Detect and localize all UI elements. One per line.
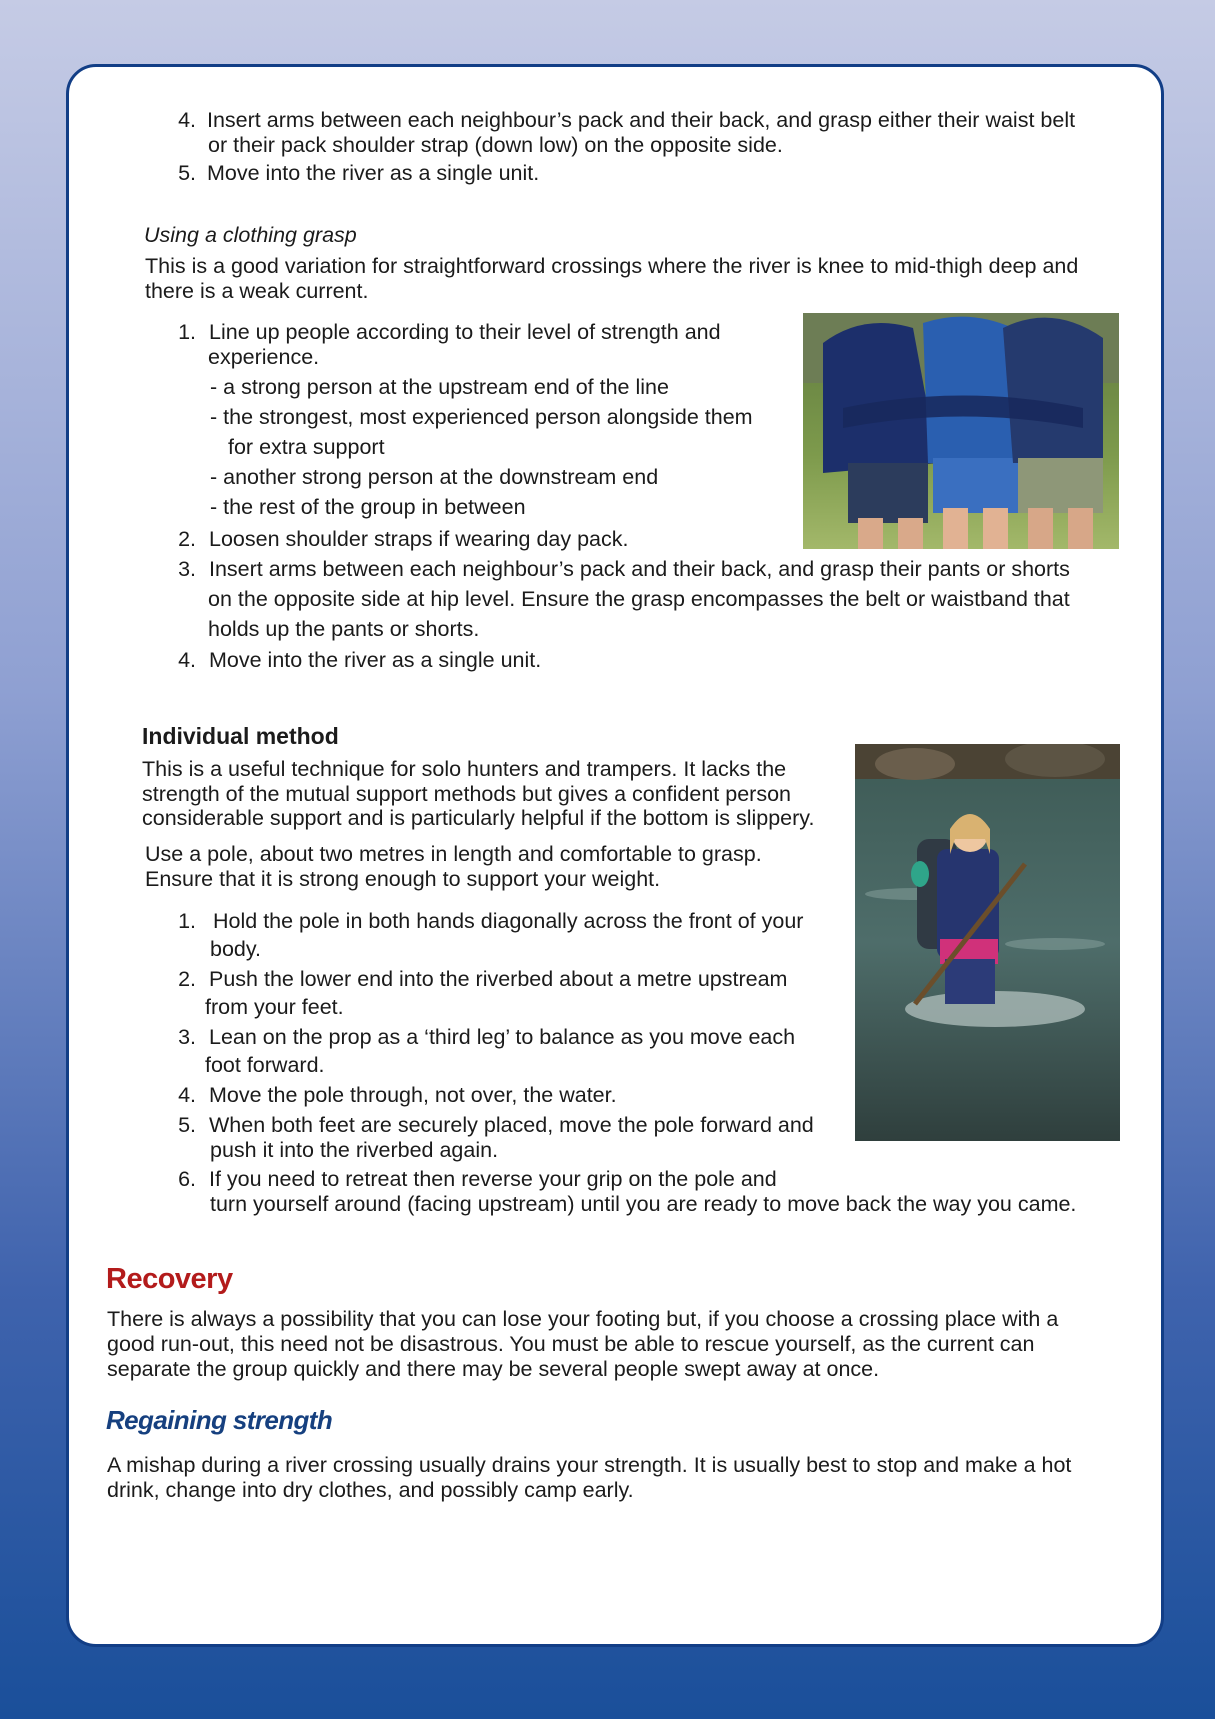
list-item-text: When both feet are securely placed, move the pole forward and: [209, 1113, 814, 1137]
bullet-item: - a strong person at the upstream end of the line: [210, 375, 669, 399]
paragraph: there is a weak current.: [145, 279, 369, 303]
list-item-text: Loosen shoulder straps if wearing day pack.: [209, 527, 629, 551]
bullet-item: - the strongest, most experienced person alongside them: [210, 405, 753, 429]
list-item-text: foot forward.: [205, 1053, 325, 1077]
bullet-item: - the rest of the group in between: [210, 495, 526, 519]
list-item-text: body.: [210, 937, 261, 961]
list-number: 5.: [178, 1113, 196, 1137]
paragraph: good run-out, this need not be disastrous. You must be able to rescue yourself, as the current can: [107, 1332, 1035, 1356]
list-item-text: push it into the riverbed again.: [210, 1138, 499, 1162]
list-number: 4.: [178, 1083, 196, 1107]
list-item-text: holds up the pants or shorts.: [208, 617, 480, 641]
list-item-text: Insert arms between each neighbour’s pack and their back, and grasp their pants or shorts: [209, 557, 1070, 581]
paragraph: This is a good variation for straightforward crossings where the river is knee to mid-thigh deep and: [145, 254, 1079, 278]
paragraph: Use a pole, about two metres in length and comfortable to grasp.: [145, 842, 762, 866]
subheading-clothing-grasp: Using a clothing grasp: [144, 223, 357, 247]
bullet-item: for extra support: [228, 435, 385, 459]
list-item-text: turn yourself around (facing upstream) until you are ready to move back the way you came.: [210, 1192, 1077, 1216]
list-item-text: Line up people according to their level of strength and: [209, 320, 721, 344]
list-number: 2.: [178, 967, 196, 991]
paragraph: strength of the mutual support methods but gives a confident person: [142, 782, 791, 806]
list-number: 4.: [178, 648, 196, 672]
list-item-text: on the opposite side at hip level. Ensure the grasp encompasses the belt or waistband that: [208, 587, 1070, 611]
list-item-text: Lean on the prop as a ‘third leg’ to balance as you move each: [209, 1025, 796, 1049]
list-item-text: or their pack shoulder strap (down low) on the opposite side.: [208, 133, 783, 157]
list-item-text: If you need to retreat then reverse your grip on the pole and: [209, 1167, 777, 1191]
paragraph: separate the group quickly and there may be several people swept away at once.: [107, 1357, 880, 1381]
photo-group-linked-arms: [803, 313, 1119, 549]
paragraph: drink, change into dry clothes, and possibly camp early.: [107, 1478, 634, 1502]
list-item-text: experience.: [208, 345, 320, 369]
list-number: 3.: [178, 557, 196, 581]
heading-individual-method: Individual method: [142, 723, 339, 749]
heading-recovery: Recovery: [106, 1263, 233, 1295]
paragraph: considerable support and is particularly helpful if the bottom is slippery.: [142, 806, 815, 830]
list-number: 1.: [178, 909, 196, 933]
list-item-text: from your feet.: [205, 995, 344, 1019]
paragraph: Ensure that it is strong enough to support your weight.: [145, 867, 661, 891]
paragraph: There is always a possibility that you can lose your footing but, if you choose a crossing place with a: [107, 1307, 1059, 1331]
list-number: 6.: [178, 1167, 196, 1191]
list-number: 3.: [178, 1025, 196, 1049]
list-item-text: Insert arms between each neighbour’s pack and their back, and grasp either their waist belt: [207, 108, 1076, 132]
list-item-text: Move the pole through, not over, the water.: [209, 1083, 617, 1107]
list-number: 4.: [178, 108, 196, 132]
list-number: 5.: [178, 161, 196, 185]
list-item-text: Push the lower end into the riverbed about a metre upstream: [209, 967, 788, 991]
list-item-text: Hold the pole in both hands diagonally across the front of your: [213, 909, 804, 933]
list-item-text: Move into the river as a single unit.: [207, 161, 540, 185]
heading-regaining-strength: Regaining strength: [106, 1405, 333, 1435]
list-item-text: Move into the river as a single unit.: [209, 648, 542, 672]
paragraph: A mishap during a river crossing usually drains your strength. It is usually best to stop and make a hot: [107, 1453, 1072, 1477]
bullet-item: - another strong person at the downstream end: [210, 465, 659, 489]
photo-river-pole-crossing: [855, 744, 1120, 1141]
paragraph: This is a useful technique for solo hunters and trampers. It lacks the: [142, 757, 787, 781]
list-number: 2.: [178, 527, 196, 551]
list-number: 1.: [178, 320, 196, 344]
